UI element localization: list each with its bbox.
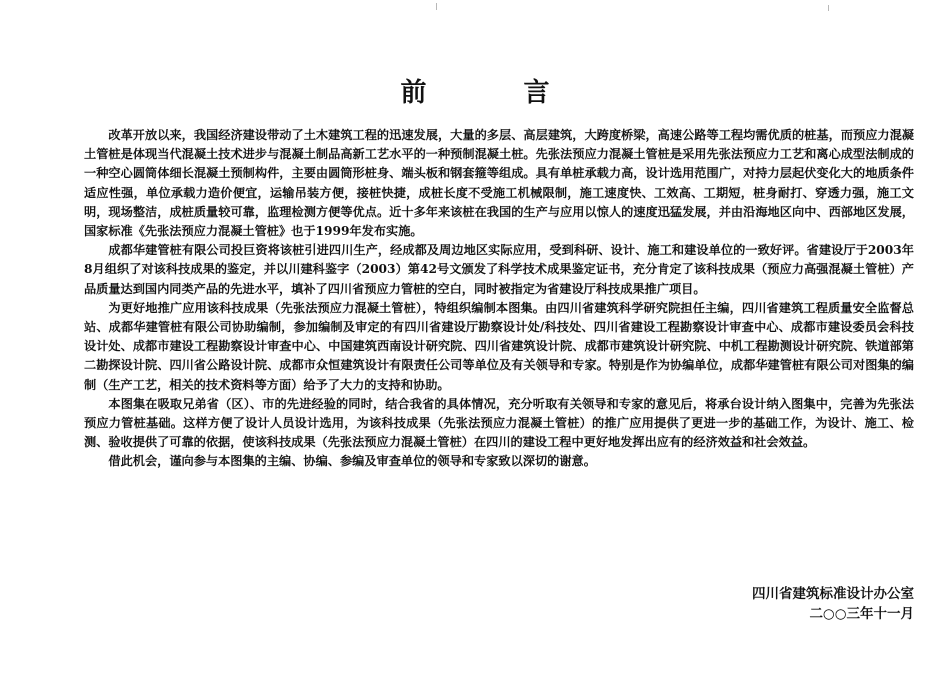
signature-organization: 四川省建筑标准设计办公室: [752, 586, 914, 602]
paragraph-4: 本图集在吸取兄弟省（区）、市的先进经验的同时，结合我省的具体情况，充分听取有关领导和专家的意见后，将承台设计纳入图集中，完善为先张法预应力管桩基础。这样方便了设计人员设计选用，为该科技成果（先张法预应力混凝土管桩）的推广应用提供了更进一步的基础工作，为设计、施工、检测、验收提供了可靠的依据，使该科技成果（先张法预应力混凝土管桩）在四川的建设工程中更好地发挥出应有的经济效益和社会效益。: [84, 396, 914, 450]
scan-mark: [436, 3, 437, 10]
preface-body: [84, 126, 914, 472]
scan-mark: [828, 5, 829, 11]
signature-block: [752, 584, 914, 624]
paragraph-1: 改革开放以来，我国经济建设带动了土木建筑工程的迅速发展，大量的多层、高层建筑，大跨度桥梁，高速公路等工程均需优质的桩基，而预应力混凝土管桩是体现当代混凝土技术进步与混凝土制品高新工艺水平的一种预制混凝土桩。先张法预应力混凝土管桩是采用先张法预应力工艺和离心成型法制成的一种空心圆筒体细长混凝土预制构件，主要由圆筒形桩身、端头板和钢套箍等组成。具有单桩承载力高，设计选用范围广，对持力层起伏变化大的地质条件适应性强，单位承载力造价便宜，运输吊装方便，接桩快捷，成桩长度不受施工机械限制，施工速度快、工效高、工期短，桩身耐打、穿透力强，施工文明，现场整洁，成桩质量较可靠，监理检测方便等优点。近十多年来该桩在我国的生产与应用以惊人的速度迅猛发展，并由沿海地区向中、西部地区发展，国家标准《先张法预应力混凝土管桩》也于1999年发布实施。: [84, 128, 914, 239]
paragraph-2: 成都华建管桩有限公司投巨资将该桩引进四川生产，经成都及周边地区实际应用，受到科研、设计、施工和建设单位的一致好评。省建设厅于2003年8月组织了对该科技成果的鉴定，并以川建科鉴字（2003）第42号文颁发了科学技术成果鉴定证书，充分肯定了该科技成果（预应力高强混凝土管桩）产品质量达到国内同类产品的先进水平，填补了四川省预应力管桩的空白，同时被指定为省建设厅科技成果推广项目。: [84, 243, 914, 296]
paragraph-3: 为更好地推广应用该科技成果（先张法预应力混凝土管桩），特组织编制本图集。由四川省建筑科学研究院担任主编，四川省建筑工程质量安全监督总站、成都华建管桩有限公司协助编制，参加编制及审定的有四川省建设厅勘察设计处/科技处、四川省建设工程勘察设计审查中心、成都市建设委员会科技设计处、成都市建设工程勘察设计审查中心、中国建筑西南设计研究院、四川省建筑设计院、成都市建筑设计研究院、中机工程勘测设计研究院、铁道部第二勘探设计院、四川省公路设计院、成都市众恒建筑设计有限责任公司等单位及有关领导和专家。特别是作为协编单位，成都华建管桩有限公司对图集的编制（生产工艺，相关的技术资料等方面）给予了大力的支持和协助。: [84, 300, 914, 392]
page-title: 前 言: [400, 78, 594, 108]
signature-date: 二○○三年十一月: [809, 606, 914, 622]
paragraph-5: 借此机会，谨向参与本图集的主编、协编、参编及审查单位的领导和专家致以深切的谢意。: [108, 454, 596, 469]
